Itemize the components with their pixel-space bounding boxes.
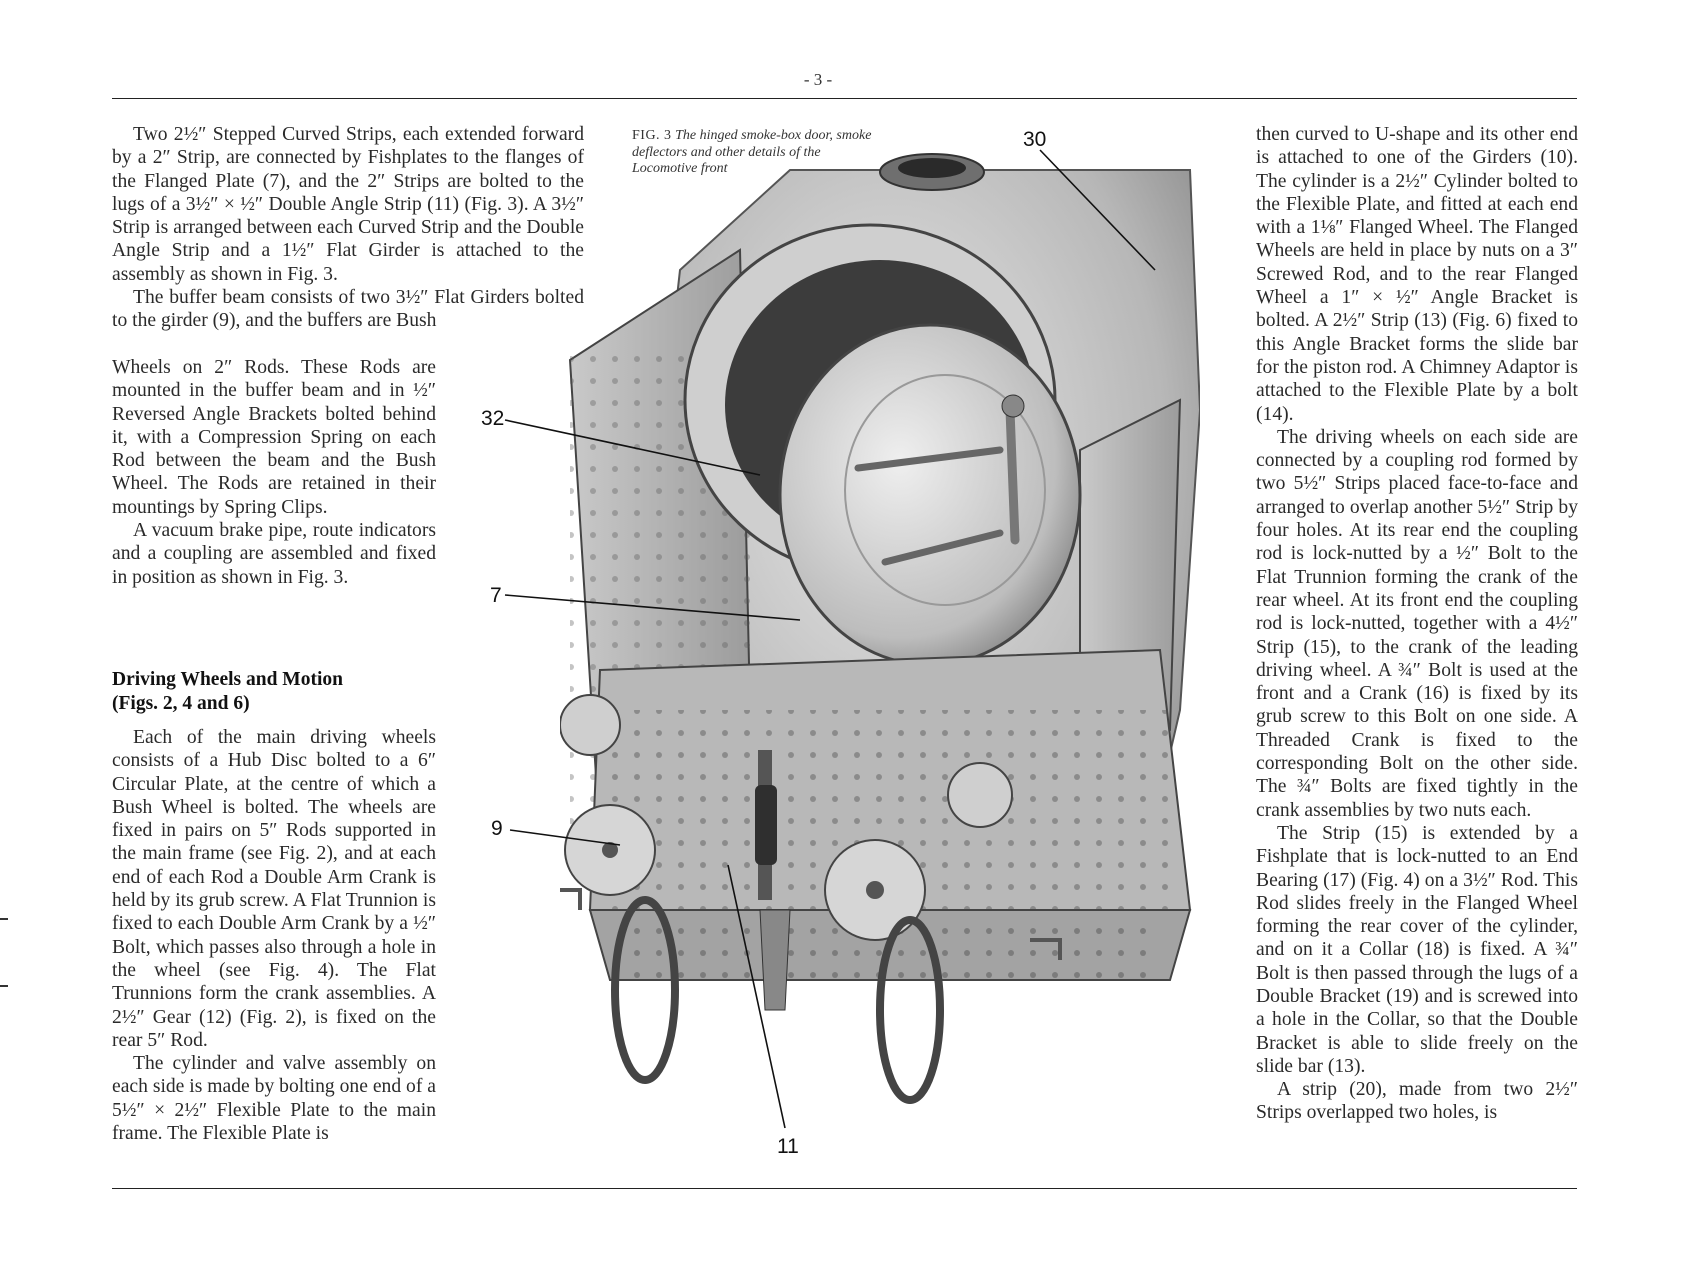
edge-mark — [0, 985, 8, 987]
right-column — [1256, 123, 1578, 1125]
left-column-narrow — [112, 356, 436, 589]
paragraph-driving-wheels: Each of the main driving wheels consists of a Hub Disc bolted to a 6″ Circular Plate, at the centre of which a Bush Wheel is bolted. The wheels are fixed in pairs on 5″ Rods supported in the main frame (see Fig. 2), and at each end of each Rod a Double Arm Crank is held by its grub screw. A Flat Trunnion is fixed to each Double Arm Crank by a ½″ Bolt, which passes also through a hole in the wheel (see Fig. 4). The Flat Trunnions form the crank assemblies. A 2½″ Gear (12) (Fig. 2), is fixed on the rear 5″ Rod. — [112, 727, 436, 1051]
page-number: - 3 - — [803, 70, 833, 89]
left-column-upper — [112, 123, 584, 333]
paragraph-curved-strips: Two 2½″ Stepped Curved Strips, each extended forward by a 2″ Strip, are connected by Fishplates to the flanges of the Flanged Plate (7), and the 2″ Strips are bolted to the lugs of a 3½″ × ½″ Double Angle Strip (11) (Fig. 3). A 3½″ Strip is arranged between each Curved Strip and the Double Angle Strip and a 1½″ Flat Girder is attached to the assembly as shown in Fig. 3. — [112, 124, 584, 285]
figure-caption-text: The hinged smoke-box door, smoke deflectors and other details of the Locomotive front — [632, 128, 872, 176]
section-heading — [112, 668, 432, 716]
paragraph-vacuum-brake: A vacuum brake pipe, route indicators and a coupling are assembled and fixed in position as shown in Fig. 3. — [112, 520, 436, 588]
heading-figs: (Figs. 2, 4 and 6) — [112, 693, 250, 714]
callout-30: 30 — [1023, 128, 1047, 151]
edge-mark — [0, 918, 8, 920]
callout-9: 9 — [491, 817, 503, 840]
top-rule — [112, 98, 1577, 99]
paragraph-cylinder-cont: then curved to U-shape and its other end is attached to one of the Girders (10). The cylinder is a 2½″ Cylinder bolted to the Flexible Plate, and fitted at each end with a 1⅛″ Flanged Wheel. The Flanged Wheels are held in place by nuts on a 3″ Screwed Rod, and to the rear Flanged Wheel a 1″ × ½″ Angle Bracket is bolted. A 2½″ Strip (13) (Fig. 6) fixed to this Angle Bracket forms the slide bar for the piston rod. A Chimney Adaptor is attached to the Flexible Plate by a bolt (14). — [1256, 124, 1578, 425]
callout-7: 7 — [490, 584, 502, 607]
bottom-rule — [112, 1188, 1577, 1189]
heading-title: Driving Wheels and Motion — [112, 669, 343, 690]
paragraph-buffer-beam: The buffer beam consists of two 3½″ Flat Girders bolted to the girder (9), and the buffers are Bush — [112, 287, 584, 332]
paragraph-strip-15: The Strip (15) is extended by a Fishplate that is lock-nutted to an End Bearing (17) (Fig. 4) on a 3½″ Rod. This Rod slides freely in the Flanged Wheel forming the rear cover of the cylinder, and on it a Collar (18) is fixed. A ¾″ Bolt is then passed through the lugs of a Double Bracket (19) and is screwed into a hole in the Collar, so that the Double Bracket is able to slide freely on the slide bar (13). — [1256, 822, 1578, 1077]
figure-label: FIG. 3 — [632, 128, 672, 143]
paragraph-buffer-beam-cont: Wheels on 2″ Rods. These Rods are mounted in the buffer beam and in ½″ Reversed Angle Brackets bolted behind it, with a Compression Spring on each Rod between the beam and the Bush Wheel. The Rods are retained in their mountings by Spring Clips. — [112, 357, 436, 518]
locomotive-front-illustration — [560, 150, 1200, 1150]
callout-11: 11 — [777, 1135, 799, 1158]
paragraph-cylinder-assembly: The cylinder and valve assembly on each side is made by bolting one end of a 5½″ × 2½″ Flexible Plate to the main frame. The Flexible Plate is — [112, 1053, 436, 1145]
callout-32: 32 — [481, 407, 505, 430]
paragraph-strip-20: A strip (20), made from two 2½″ Strips overlapped two holes, is — [1256, 1079, 1578, 1124]
left-column-lower — [112, 726, 436, 1145]
paragraph-coupling-rod: The driving wheels on each side are connected by a coupling rod formed by two 5½″ Strips placed face-to-face and arranged to overlap another 5½″ Strip by four holes. At its rear end the coupling rod is lock-nutted by a ½″ Bolt to the Flat Trunnion forming the crank of the rear wheel. At its front end the coupling rod is lock-nutted, together with a 4½″ Strip (15), to the crank of the leading driving wheel. A ¾″ Bolt is used at the front and a Crank (16) is fixed by its grub screw to this Bolt on one side. A Threaded Crank is fixed to the corresponding Bolt on the other side. The ¾″ Bolts are fixed tightly in the crank assemblies by two nuts each. — [1256, 426, 1578, 821]
